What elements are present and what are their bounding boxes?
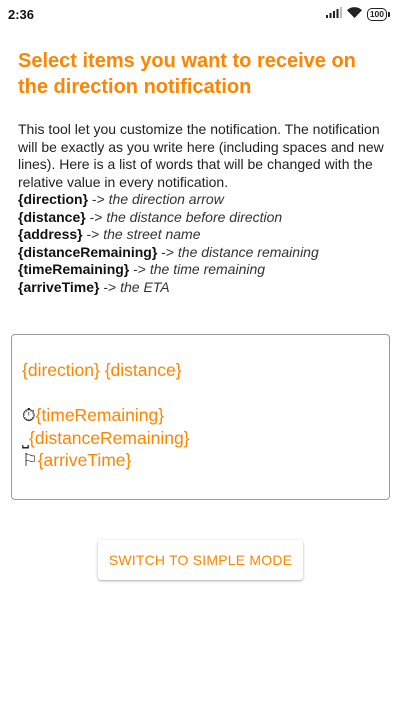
battery-icon <box>367 8 390 21</box>
template-line <box>22 427 379 450</box>
flag-icon: ⚐ <box>22 450 38 470</box>
signal-icon <box>326 5 342 23</box>
template-line-text: {arriveTime} <box>37 450 132 470</box>
description-block <box>18 121 388 296</box>
stopwatch-icon: ⏱ <box>22 405 36 425</box>
template-line-empty <box>22 382 379 405</box>
template-line <box>22 449 379 472</box>
template-line-text: {direction} {distance} <box>22 360 182 380</box>
legend-item-distance: {distance} -> the distance before direction <box>18 208 283 225</box>
description-text: This tool let you customize the notification. The notification will be exactly as you write here (including spaces and new lines). Here is a list of words that will be changed with the relative value in every notification. <box>18 121 384 190</box>
legend-item-time-remaining: {timeRemaining} -> the time remaining <box>18 261 266 277</box>
ruler-icon: ⎵ <box>22 427 29 448</box>
status-time: 2:36 <box>8 6 35 22</box>
page-title: Select items you want to receive on the direction notification <box>18 50 356 98</box>
legend-item-address: {address} -> the street name <box>18 226 201 242</box>
template-line-text: {distanceRemaining} <box>29 427 190 448</box>
template-line <box>22 404 379 427</box>
notification-template-input[interactable] <box>11 334 390 500</box>
status-icons <box>326 5 390 23</box>
template-line <box>22 359 379 382</box>
template-line-text: {timeRemaining} <box>35 405 165 425</box>
legend-item-distance-remaining: {distanceRemaining} -> the distance remaining <box>18 243 319 260</box>
status-bar <box>0 0 400 28</box>
legend-item-direction: {direction} -> the direction arrow <box>18 191 224 207</box>
wifi-icon <box>347 5 362 23</box>
keyword-legend <box>18 191 388 296</box>
legend-item-arrive-time: {arriveTime} -> the ETA <box>18 278 170 295</box>
battery-level: 100 <box>367 8 387 21</box>
switch-to-simple-mode-button[interactable]: SWITCH TO SIMPLE MODE <box>98 540 303 580</box>
